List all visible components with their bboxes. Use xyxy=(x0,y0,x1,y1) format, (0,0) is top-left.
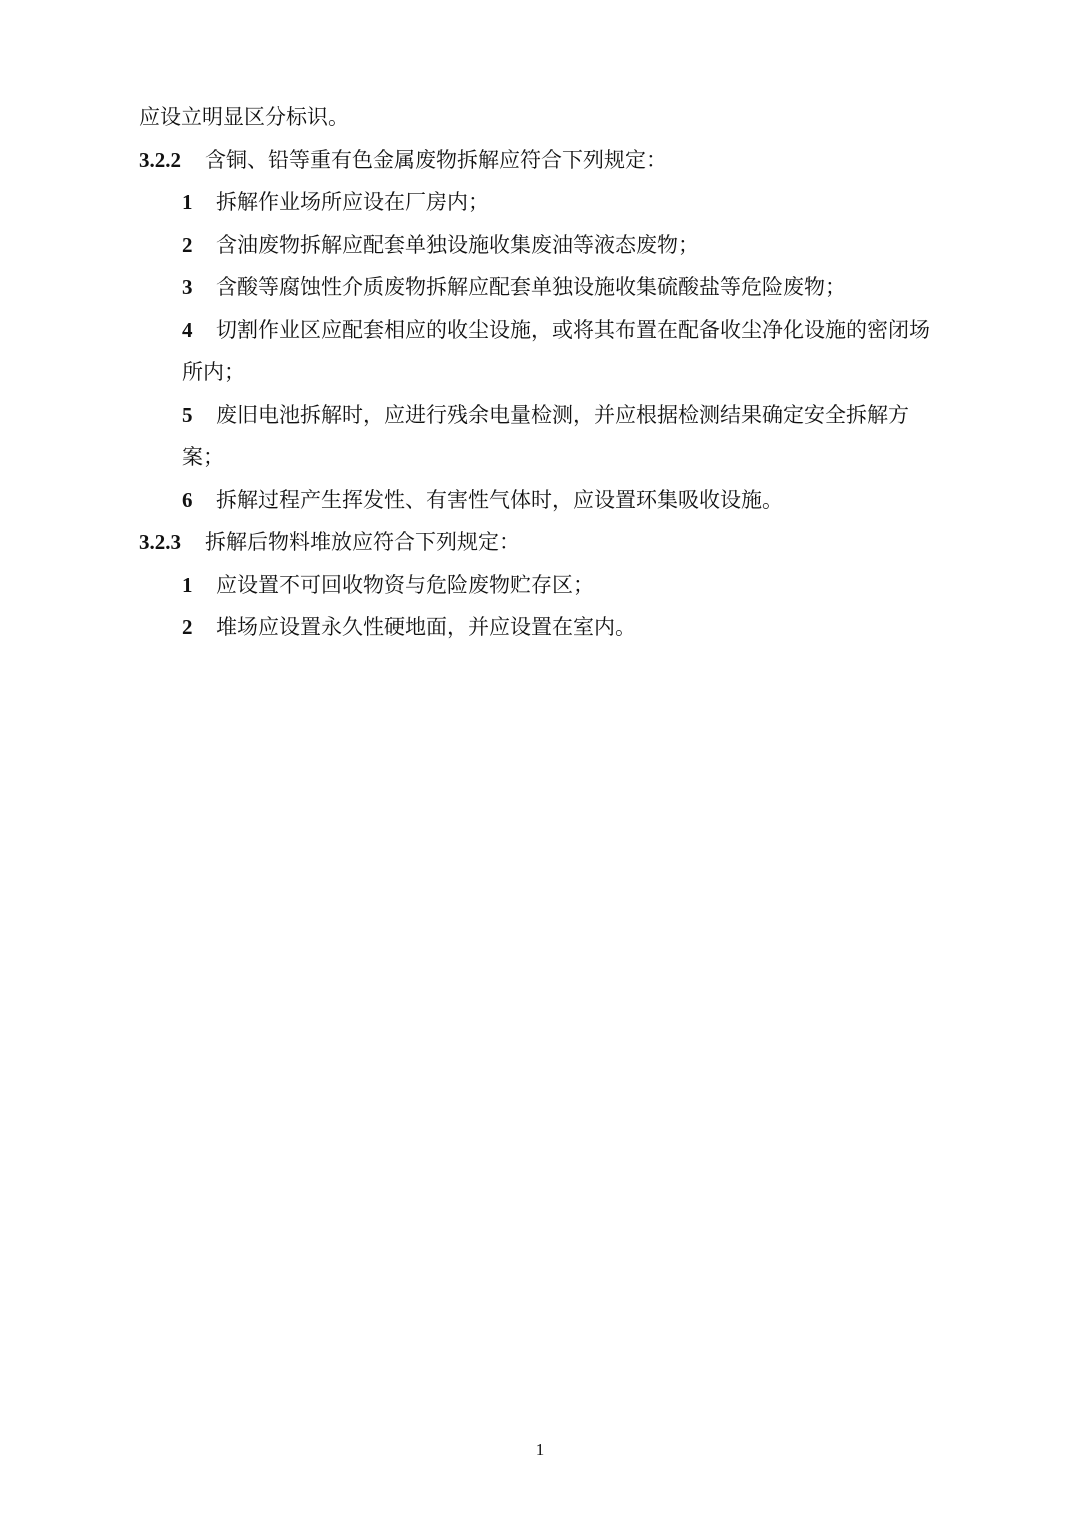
list-item xyxy=(139,266,943,309)
item-number: 4 xyxy=(182,317,193,342)
item-number: 1 xyxy=(182,572,193,597)
list-item xyxy=(139,606,943,649)
item-number: 2 xyxy=(182,615,193,639)
item-number: 6 xyxy=(182,487,193,512)
item-number: 3 xyxy=(182,275,193,299)
list-item xyxy=(139,181,943,224)
list-item xyxy=(139,309,943,394)
item-text: 含油废物拆解应配套单独设施收集废油等液态废物； xyxy=(216,232,699,257)
item-number: 1 xyxy=(182,190,193,214)
item-text: 含酸等腐蚀性介质废物拆解应配套单独设施收集硫酸盐等危险废物； xyxy=(216,275,846,299)
list-item xyxy=(139,224,943,267)
section-3-2-3-heading xyxy=(139,521,943,564)
item-number: 5 xyxy=(182,402,193,427)
list-item xyxy=(139,564,943,607)
item-text: 堆场应设置永久性硬地面，并应设置在室内。 xyxy=(216,615,636,639)
page-number: 1 xyxy=(535,1440,545,1459)
section-title: 含铜、铅等重有色金属废物拆解应符合下列规定： xyxy=(205,147,667,172)
item-number: 2 xyxy=(182,232,193,257)
section-number: 3.2.3 xyxy=(139,530,181,554)
item-text: 拆解过程产生挥发性、有害性气体时，应设置环集吸收设施。 xyxy=(216,487,783,512)
document-body xyxy=(139,96,943,649)
continuation-text: 应设立明显区分标识。 xyxy=(139,105,349,129)
section-3-2-2-heading xyxy=(139,139,943,182)
list-item xyxy=(139,479,943,522)
item-text: 切割作业区应配套相应的收尘设施，或将其布置在配备收尘净化设施的密闭场所内； xyxy=(182,317,930,384)
item-text: 废旧电池拆解时，应进行残余电量检测，并应根据检测结果确定安全拆解方案； xyxy=(182,402,909,469)
section-title: 拆解后物料堆放应符合下列规定： xyxy=(205,530,520,554)
list-item xyxy=(139,394,943,479)
item-text: 应设置不可回收物资与危险废物贮存区； xyxy=(216,572,594,597)
item-text: 拆解作业场所应设在厂房内； xyxy=(216,190,489,214)
section-number: 3.2.2 xyxy=(139,147,181,172)
